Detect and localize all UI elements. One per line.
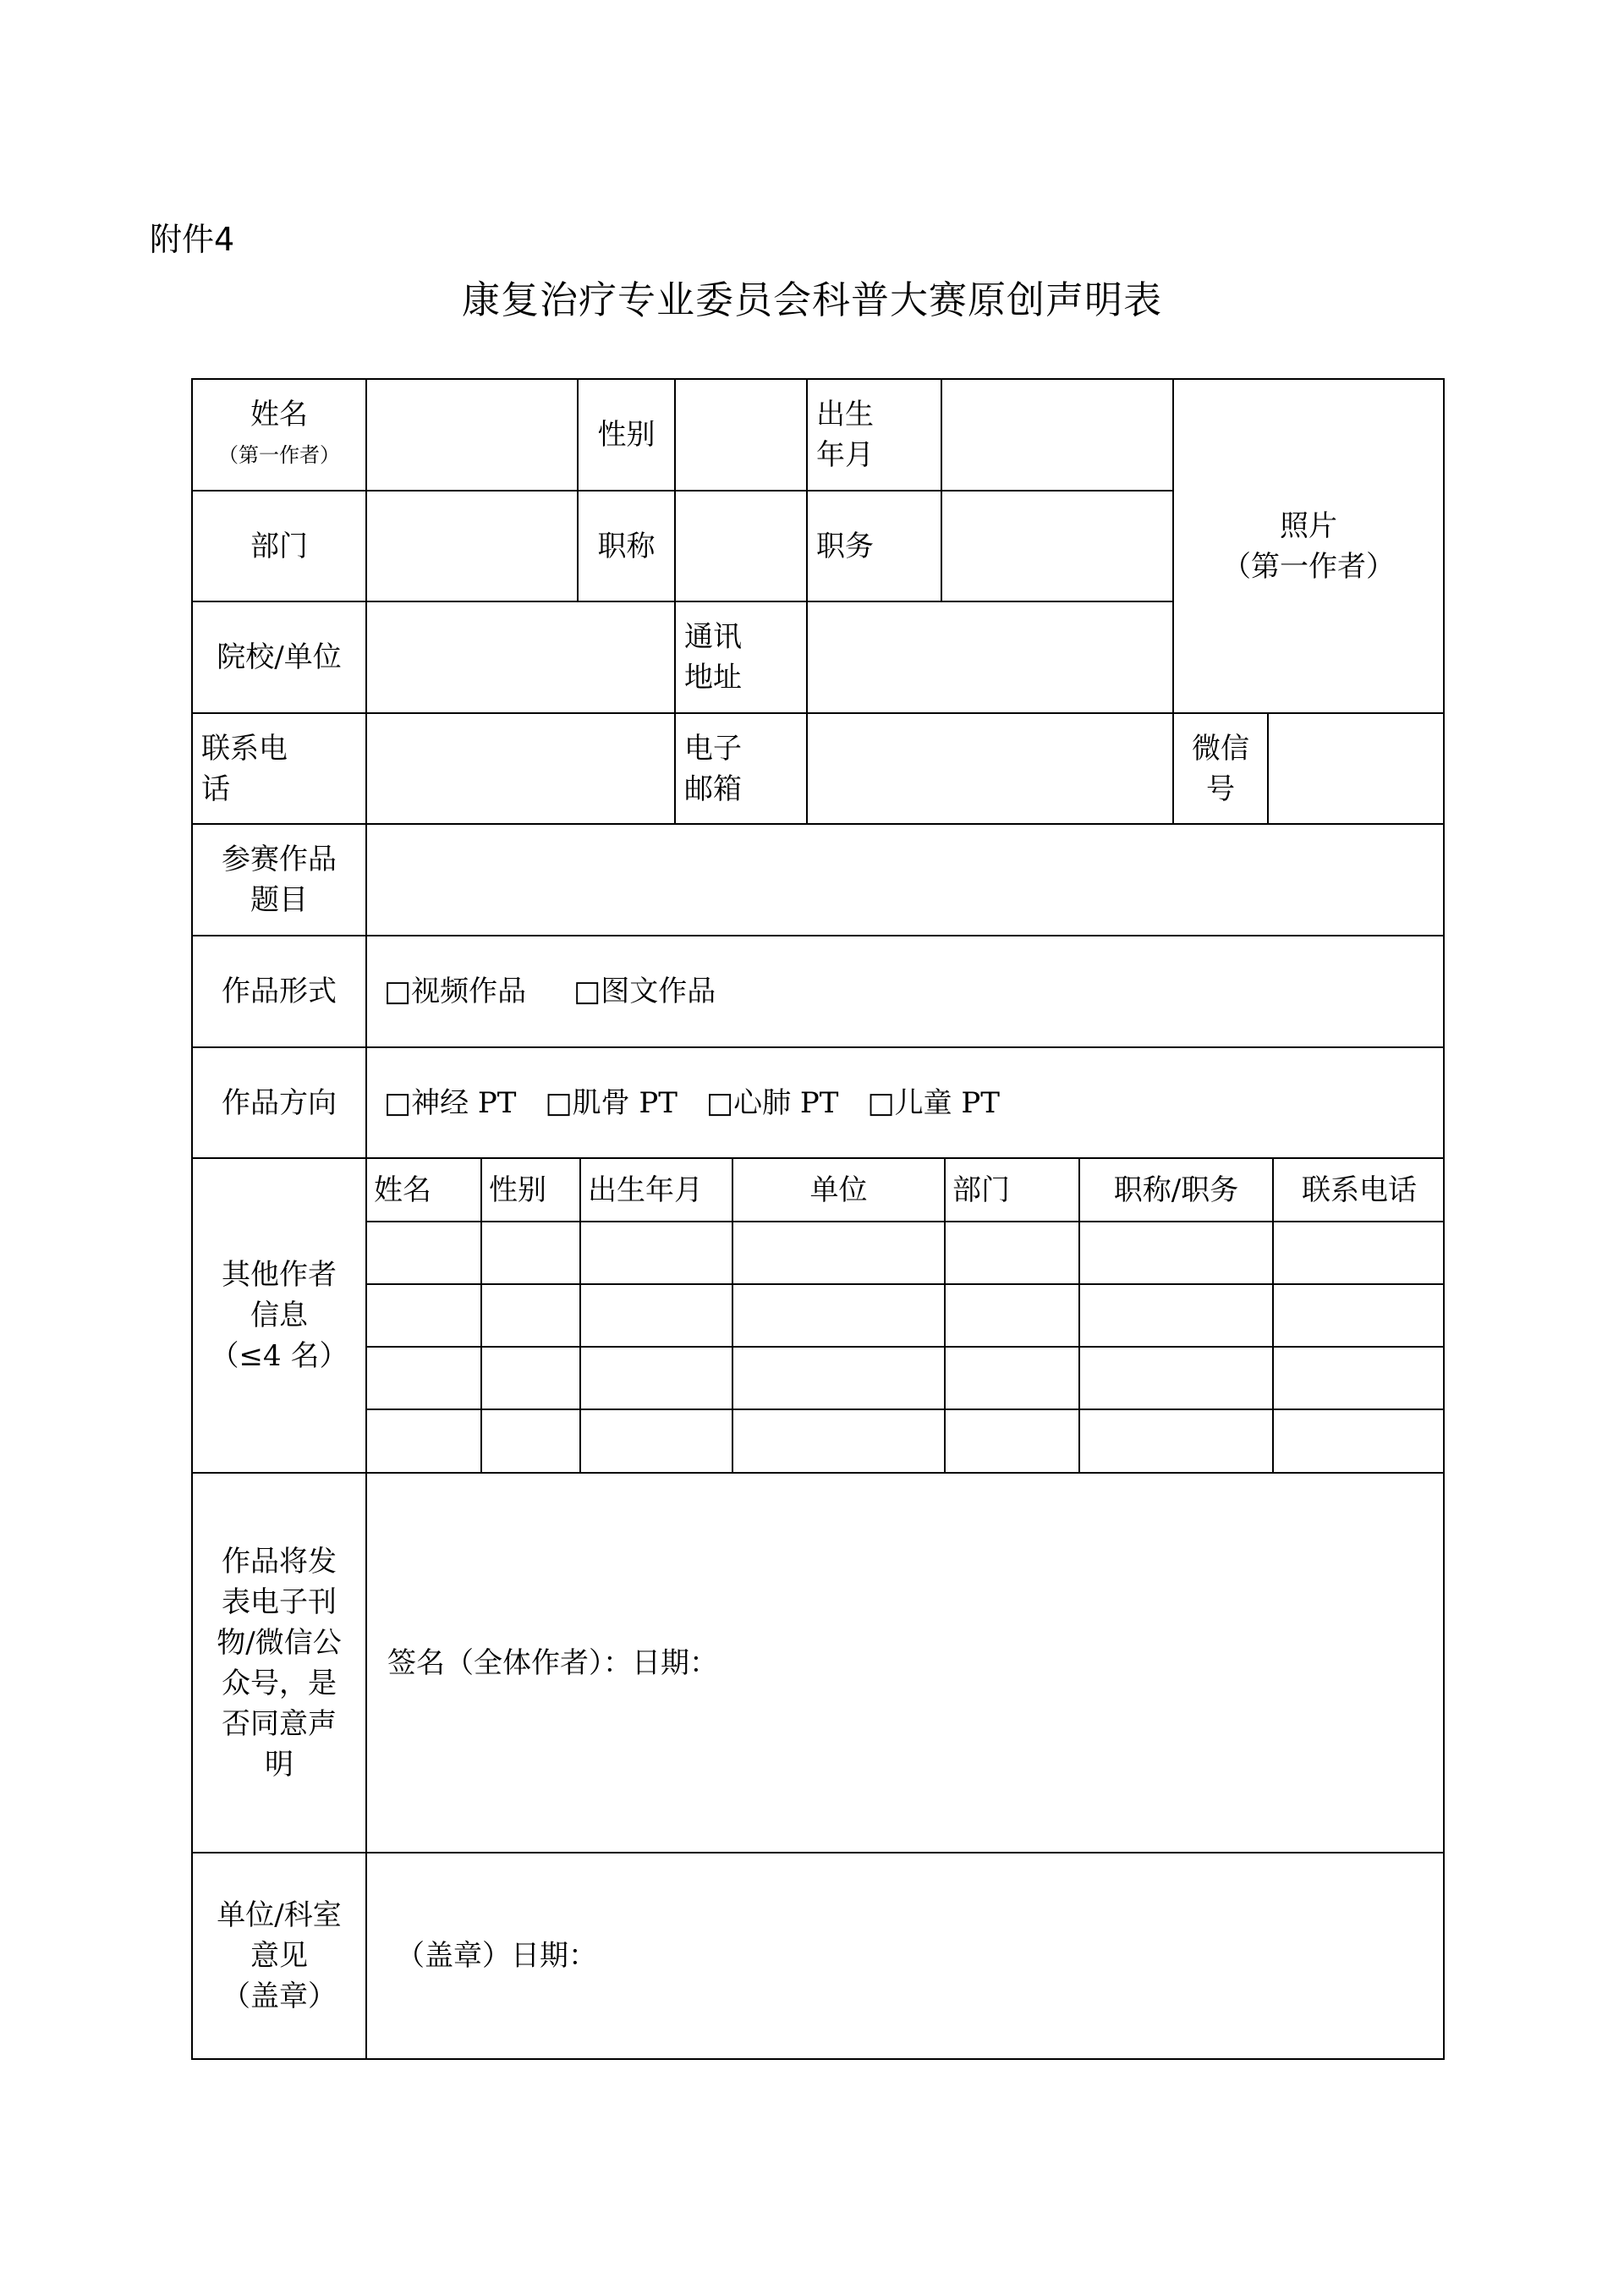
msk-pt-checkbox[interactable]: □肌骨 PT bbox=[545, 1085, 678, 1120]
position-label: 职务 bbox=[807, 491, 941, 601]
unit-opinion-label: 单位/科室 意见 （盖章） bbox=[192, 1853, 366, 2059]
dept-label: 部门 bbox=[192, 491, 366, 601]
video-work-checkbox[interactable]: □视频作品 bbox=[384, 975, 527, 1008]
stamp-field[interactable] bbox=[366, 1853, 1444, 2059]
other-authors-label: 其他作者 信息 （≤4 名） bbox=[192, 1158, 366, 1473]
col-header-title: 职称/职务 bbox=[1079, 1159, 1273, 1222]
work-direction-options bbox=[366, 1047, 1444, 1158]
address-field[interactable] bbox=[807, 601, 1173, 713]
name-label: 姓名 bbox=[250, 398, 308, 431]
table-row bbox=[367, 1409, 1445, 1472]
work-title-field[interactable] bbox=[366, 824, 1444, 936]
stamp-line: （盖章）日期： bbox=[396, 1939, 597, 1973]
neuro-pt-checkbox[interactable]: □神经 PT bbox=[384, 1085, 517, 1120]
birth-label: 出生 年月 bbox=[807, 379, 941, 491]
publish-label: 作品将发 表电子刊 物/微信公 众号，是 否同意声 明 bbox=[192, 1473, 366, 1853]
pediatric-pt-checkbox[interactable]: □儿童 PT bbox=[867, 1085, 1000, 1120]
address-label: 通讯 地址 bbox=[675, 601, 807, 713]
table-row bbox=[367, 1347, 1445, 1409]
photo-label: 照片 bbox=[1280, 508, 1337, 543]
work-form-options bbox=[366, 936, 1444, 1047]
school-field[interactable] bbox=[366, 601, 675, 713]
email-field[interactable] bbox=[807, 713, 1173, 824]
table-row bbox=[367, 1284, 1445, 1347]
declaration-form bbox=[191, 378, 1445, 2060]
cardio-pt-checkbox[interactable]: □心肺 PT bbox=[706, 1085, 839, 1120]
work-form-label: 作品形式 bbox=[192, 936, 366, 1047]
name-label-cell bbox=[192, 379, 366, 491]
attachment-label: 附件4 bbox=[150, 221, 235, 258]
school-label: 院校/单位 bbox=[192, 601, 366, 713]
signature-line: 签名（全体作者）：日期： bbox=[387, 1645, 718, 1680]
email-label: 电子 邮箱 bbox=[675, 713, 807, 824]
photo-cell[interactable] bbox=[1173, 379, 1444, 713]
birth-field[interactable] bbox=[941, 379, 1173, 491]
wechat-label: 微信 号 bbox=[1173, 713, 1268, 824]
col-header-birth: 出生年月 bbox=[580, 1159, 732, 1222]
col-header-gender: 性别 bbox=[481, 1159, 580, 1222]
phone-label: 联系电 话 bbox=[192, 713, 366, 824]
col-header-unit: 单位 bbox=[732, 1159, 945, 1222]
phone-field[interactable] bbox=[366, 713, 675, 824]
graphic-work-checkbox[interactable]: □图文作品 bbox=[573, 975, 716, 1008]
title-label: 职称 bbox=[578, 491, 675, 601]
title-field[interactable] bbox=[675, 491, 807, 601]
gender-label: 性别 bbox=[578, 379, 675, 491]
other-authors-cell bbox=[366, 1158, 1444, 1473]
position-field[interactable] bbox=[941, 491, 1173, 601]
page-title: 康复治疗专业委员会科普大赛原创声明表 bbox=[461, 277, 1162, 322]
photo-sub-label: （第一作者） bbox=[1222, 549, 1395, 584]
name-sub-label: （第一作者） bbox=[218, 443, 340, 467]
table-row bbox=[367, 1222, 1445, 1284]
col-header-phone: 联系电话 bbox=[1273, 1159, 1445, 1222]
work-direction-label: 作品方向 bbox=[192, 1047, 366, 1158]
col-header-dept: 部门 bbox=[945, 1159, 1079, 1222]
name-field[interactable] bbox=[366, 379, 578, 491]
col-header-name: 姓名 bbox=[367, 1159, 481, 1222]
other-authors-table bbox=[367, 1159, 1445, 1472]
signature-field[interactable] bbox=[366, 1473, 1444, 1853]
dept-field[interactable] bbox=[366, 491, 578, 601]
gender-field[interactable] bbox=[675, 379, 807, 491]
work-title-label: 参赛作品 题目 bbox=[192, 824, 366, 936]
wechat-field[interactable] bbox=[1268, 713, 1444, 824]
